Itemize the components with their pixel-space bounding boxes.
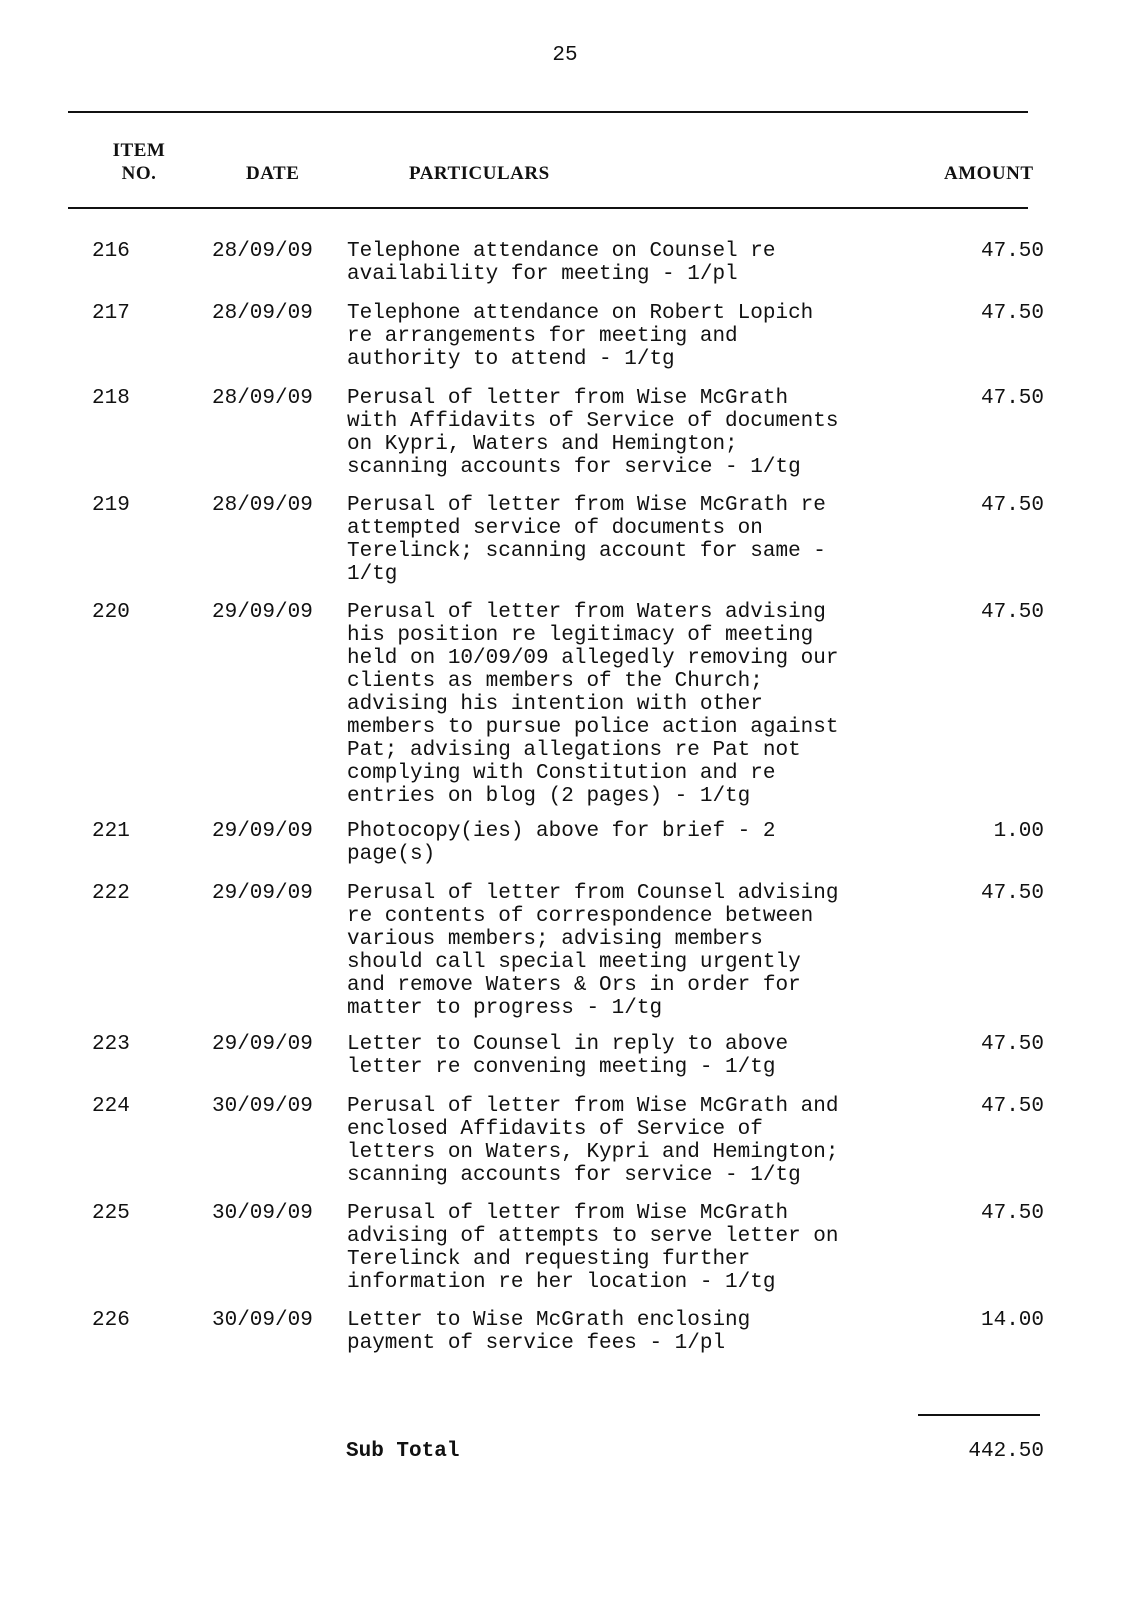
item-particulars: Perusal of letter from Counsel advising re contents of correspondence between various members; advising members should call special meeting urgently and remove Waters & Ors in order for matter to progress - 1/tg bbox=[347, 882, 839, 1020]
column-header-date: DATE bbox=[246, 163, 300, 184]
header-top-rule bbox=[68, 111, 1028, 113]
item-date: 29/09/09 bbox=[212, 820, 313, 843]
item-number: 226 bbox=[92, 1309, 130, 1332]
item-particulars: Perusal of letter from Wise McGrath and enclosed Affidavits of Service of letters on Waters, Kypri and Hemington; scanning accounts for service - 1/tg bbox=[347, 1095, 839, 1187]
item-date: 28/09/09 bbox=[212, 494, 313, 517]
item-date: 28/09/09 bbox=[212, 302, 313, 325]
item-amount: 47.50 bbox=[980, 1202, 1044, 1225]
item-amount: 47.50 bbox=[980, 240, 1044, 263]
column-header-item-no: ITEM NO. bbox=[112, 140, 166, 184]
item-date: 29/09/09 bbox=[212, 601, 313, 624]
item-particulars: Perusal of letter from Wise McGrath re attempted service of documents on Terelinck; scanning account for same - 1/tg bbox=[347, 494, 826, 586]
item-date: 30/09/09 bbox=[212, 1309, 313, 1332]
item-number: 222 bbox=[92, 882, 130, 905]
header-bottom-rule bbox=[68, 207, 1028, 209]
page-number: 25 bbox=[552, 44, 578, 67]
item-particulars: Perusal of letter from Wise McGrath advising of attempts to serve letter on Terelinck and requesting further information re her location - 1/tg bbox=[347, 1202, 839, 1294]
item-particulars: Telephone attendance on Counsel re availability for meeting - 1/pl bbox=[347, 240, 776, 286]
item-date: 28/09/09 bbox=[212, 240, 313, 263]
item-particulars: Perusal of letter from Waters advising his position re legitimacy of meeting held on 10/09/09 allegedly removing our clients as members of the Church; advising his intention with other members to pursue police action against Pat; advising allegations re Pat not complying with Constitution and re entries on blog (2 pages) - 1/tg bbox=[347, 601, 839, 808]
column-header-particulars: PARTICULARS bbox=[409, 163, 550, 184]
item-particulars: Letter to Counsel in reply to above letter re convening meeting - 1/tg bbox=[347, 1033, 789, 1079]
item-amount: 1.00 bbox=[993, 820, 1044, 843]
item-amount: 14.00 bbox=[980, 1309, 1044, 1332]
item-amount: 47.50 bbox=[980, 1095, 1044, 1118]
item-number: 224 bbox=[92, 1095, 130, 1118]
item-date: 30/09/09 bbox=[212, 1202, 313, 1225]
item-amount: 47.50 bbox=[980, 302, 1044, 325]
item-particulars: Perusal of letter from Wise McGrath with Affidavits of Service of documents on Kypri, Waters and Hemington; scanning accounts for service - 1/tg bbox=[347, 387, 839, 479]
item-number: 216 bbox=[92, 240, 130, 263]
item-particulars: Letter to Wise McGrath enclosing payment of service fees - 1/pl bbox=[347, 1309, 751, 1355]
item-date: 30/09/09 bbox=[212, 1095, 313, 1118]
item-number: 220 bbox=[92, 601, 130, 624]
column-header-amount: AMOUNT bbox=[944, 163, 1034, 184]
item-number: 219 bbox=[92, 494, 130, 517]
item-number: 223 bbox=[92, 1033, 130, 1056]
item-amount: 47.50 bbox=[980, 1033, 1044, 1056]
item-number: 225 bbox=[92, 1202, 130, 1225]
subtotal-amount: 442.50 bbox=[968, 1440, 1044, 1463]
item-date: 28/09/09 bbox=[212, 387, 313, 410]
item-number: 221 bbox=[92, 820, 130, 843]
item-amount: 47.50 bbox=[980, 601, 1044, 624]
subtotal-rule bbox=[918, 1414, 1040, 1416]
subtotal-label: Sub Total bbox=[346, 1440, 460, 1463]
item-date: 29/09/09 bbox=[212, 882, 313, 905]
item-particulars: Telephone attendance on Robert Lopich re arrangements for meeting and authority to attend - 1/tg bbox=[347, 302, 814, 371]
item-particulars: Photocopy(ies) above for brief - 2 page(s) bbox=[347, 820, 776, 866]
item-amount: 47.50 bbox=[980, 882, 1044, 905]
item-number: 217 bbox=[92, 302, 130, 325]
item-date: 29/09/09 bbox=[212, 1033, 313, 1056]
item-number: 218 bbox=[92, 387, 130, 410]
item-amount: 47.50 bbox=[980, 387, 1044, 410]
item-amount: 47.50 bbox=[980, 494, 1044, 517]
